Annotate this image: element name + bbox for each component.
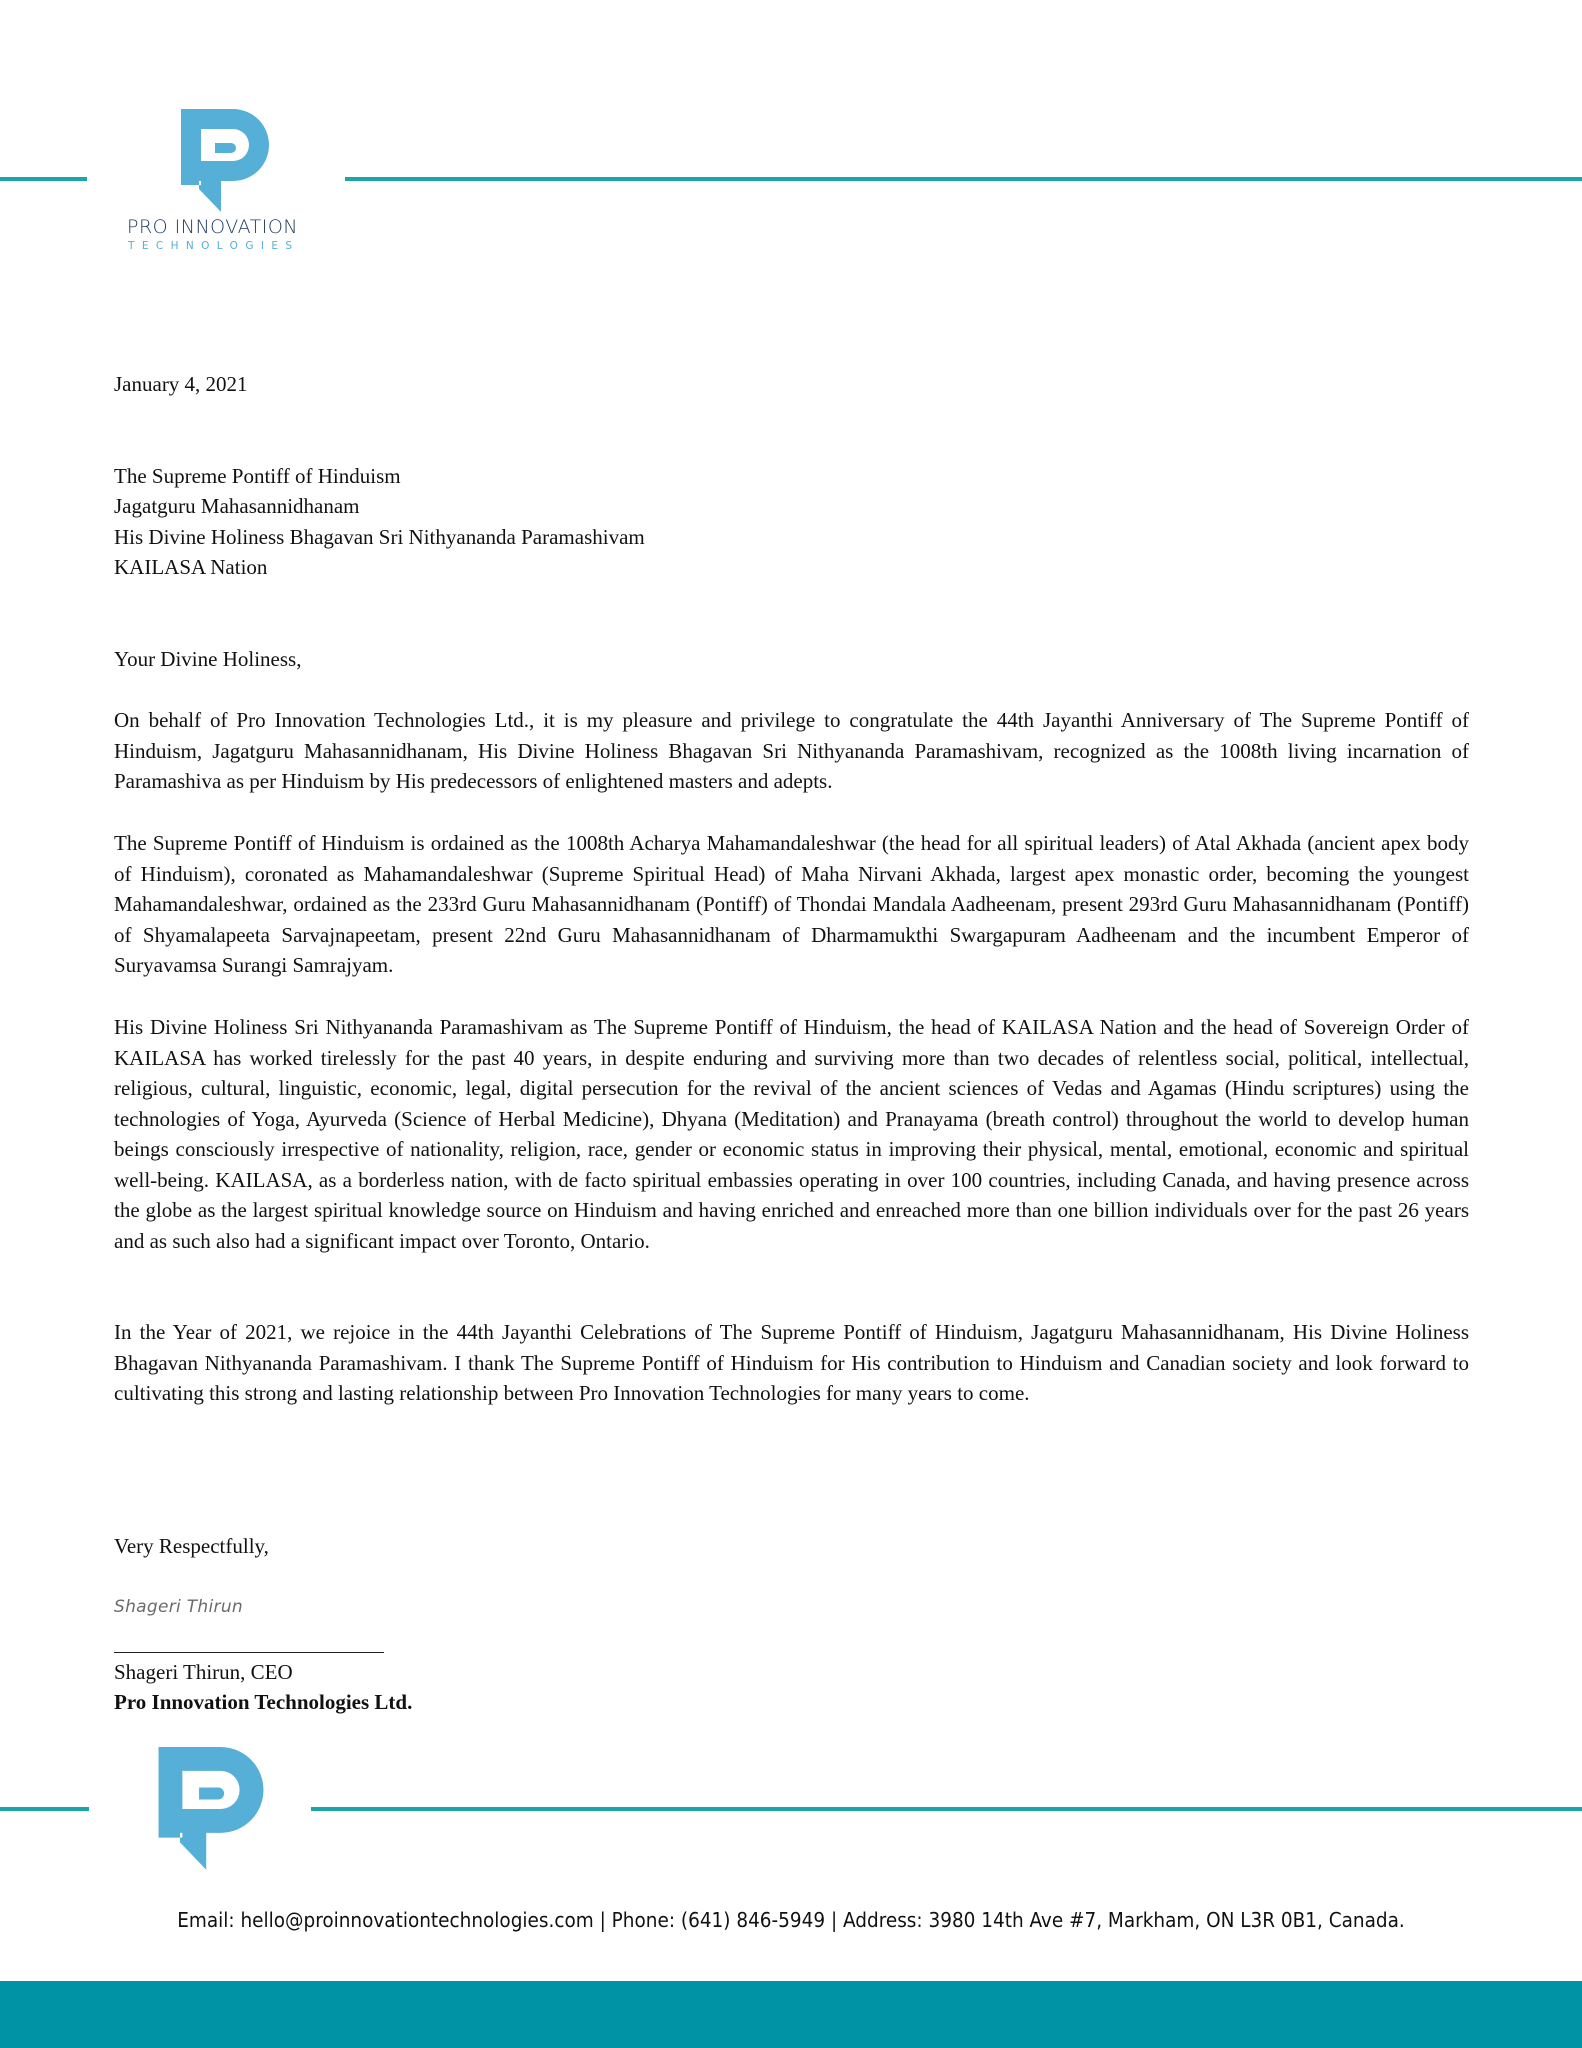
paragraph-celebrations: In the Year of 2021, we rejoice in the 44th Jayanthi Celebrations of The Supreme Pontiff of Hinduism, Jagatguru Mahasannidhanam, His Divine Holiness Bhagavan Nithyananda Paramashivam. I thank The Supreme Pontiff of Hinduism for His contribution to Hinduism and Canadian society and look forward to cultivating this strong and lasting relationship between Pro Innovation Technologies for many years to come. bbox=[114, 1320, 1469, 1405]
footer-rule-right bbox=[311, 1807, 1582, 1811]
header-rule-left bbox=[0, 177, 87, 181]
footer-band bbox=[0, 1981, 1582, 2048]
signature-line bbox=[114, 1652, 384, 1653]
brand-subtitle: TECHNOLOGIES bbox=[128, 240, 300, 252]
footer-logo-icon bbox=[158, 1747, 264, 1871]
salutation: Your Divine Holiness, bbox=[114, 647, 302, 671]
recipient-line: The Supreme Pontiff of Hinduism bbox=[114, 464, 401, 488]
letter-date: January 4, 2021 bbox=[114, 372, 248, 396]
paragraph-congratulations: On behalf of Pro Innovation Technologies Ltd., it is my pleasure and privilege to congratulate the 44th Jayanthi Anniversary of The Supreme Pontiff of Hinduism, Jagatguru Mahasannidhanam, His Divine Holiness Bhagavan Sri Nithyananda Paramashivam, recognized as the 1008th living incarnation of Paramashiva as per Hinduism by His predecessors of enlightened masters and adepts. bbox=[114, 708, 1469, 793]
closing: Very Respectfully, bbox=[114, 1534, 269, 1558]
header-rule-right bbox=[345, 177, 1582, 181]
recipient-line: KAILASA Nation bbox=[114, 555, 268, 579]
contact-info: Email: hello@proinnovationtechnologies.com | Phone: (641) 846-5949 | Address: 3980 14th Ave #7, Markham, ON L3R 0B1, Canada. bbox=[177, 1908, 1405, 1932]
footer-rule-left bbox=[0, 1807, 89, 1811]
signature: Shageri Thirun bbox=[114, 1597, 243, 1617]
pro-innovation-logo-icon bbox=[181, 109, 269, 213]
signer-company: Pro Innovation Technologies Ltd. bbox=[114, 1690, 413, 1714]
paragraph-work: His Divine Holiness Sri Nithyananda Paramashivam as The Supreme Pontiff of Hinduism, the head of KAILASA Nation and the head of Sovereign Order of KAILASA has worked tirelessly for the past 40 years, in despite enduring and surviving more than two decades of relentless social, political, intellectual, religious, cultural, linguistic, economic, legal, digital persecution for the revival of the ancient sciences of Vedas and Agamas (Hindu scriptures) using the technologies of Yoga, Ayurveda (Science of Herbal Medicine), Dhyana (Meditation) and Pranayama (breath control) throughout the world to develop human beings consciously irrespective of nationality, religion, race, gender or economic status in improving their physical, mental, emotional, economic and spiritual well-being. KAILASA, as a borderless nation, with de facto spiritual embassies operating in over 100 countries, including Canada, and having presence across the globe as the largest spiritual knowledge source on Hinduism and having enriched and enreached more than one billion individuals over for the past 26 years and as such also had a significant impact over Toronto, Ontario. bbox=[114, 1015, 1469, 1253]
signer-name-title: Shageri Thirun, CEO bbox=[114, 1660, 293, 1684]
recipient-line: His Divine Holiness Bhagavan Sri Nithyananda Paramashivam bbox=[114, 525, 645, 549]
paragraph-ordinations: The Supreme Pontiff of Hinduism is ordained as the 1008th Acharya Mahamandaleshwar (the head for all spiritual leaders) of Atal Akhada (ancient apex body of Hinduism), coronated as Mahamandaleshwar (Supreme Spiritual Head) of Maha Nirvani Akhada, largest apex monastic order, becoming the youngest Mahamandaleshwar, ordained as the 233rd Guru Mahasannidhanam (Pontiff) of Thondai Mandala Aadheenam, present 293rd Guru Mahasannidhanam (Pontiff) of Shyamalapeeta Sarvajnapeetam, present 22nd Guru Mahasannidhanam of Dharmamukthi Swargapuram Aadheenam and the incumbent Emperor of Suryavamsa Surangi Samrajyam. bbox=[114, 831, 1469, 977]
brand-name: PRO INNOVATION bbox=[127, 216, 298, 238]
recipient-line: Jagatguru Mahasannidhanam bbox=[114, 494, 360, 518]
